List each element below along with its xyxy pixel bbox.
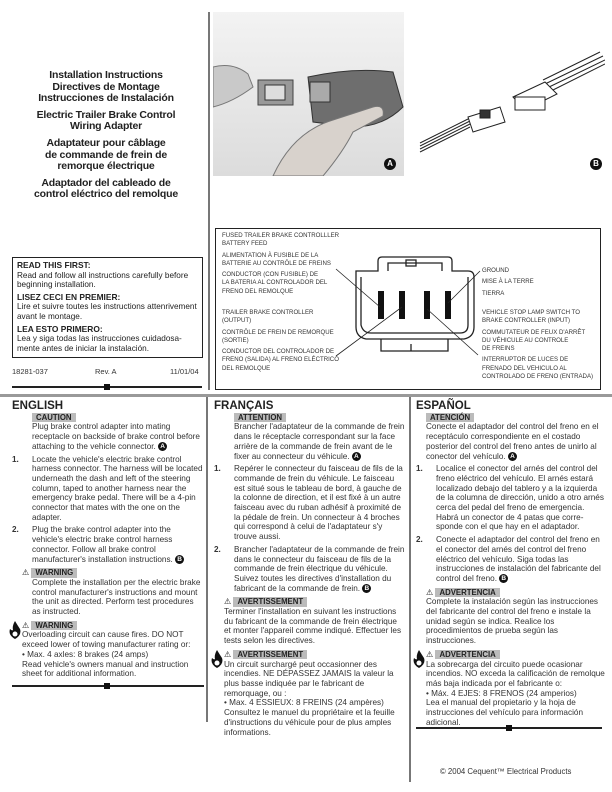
read-first-text: Lire et suivre toutes les instructions attenrivement avant le montage. xyxy=(17,302,197,321)
warning-icon: ⚠ xyxy=(22,568,30,578)
rating-text: • Máx. 4 EJES: 8 FRENOS (24 amperios) xyxy=(426,688,577,698)
warning-text: Overloading circuit can cause fires. DO NOT exceed lower of towing manufacturer rating or: xyxy=(22,630,191,650)
figure-b-ref: B xyxy=(175,555,184,564)
figure-a-ref: A xyxy=(508,452,517,461)
warning-text: Lea el manual del propietario y la hoja de instrucciones del vehículo para información adicional. xyxy=(426,698,584,727)
figure-b-ref: B xyxy=(362,584,371,593)
figure-a-label: A xyxy=(384,158,396,170)
warning-label: ADVERTENCIA xyxy=(435,588,499,598)
date: 11/01/04 xyxy=(170,367,199,376)
fire-hazard-icon xyxy=(413,650,425,668)
label-ground: GROUND MISE À LA TERRE TIERRA xyxy=(482,267,534,297)
step-text: Repérer le connecteur du faisceau de fils de la commande de frein du véhicule. Le faisceau est situé sous le tableau de bord, à gauche de la colonne de direction, et il est fixé à un autre faisceau avec du ruban adhésif à proximité de la pédale de frein. Un connecteur à 4 broches qui correspond à celui de l'adaptateur s'y trouve aussi. xyxy=(234,464,403,542)
warning-text: Complete la instalación según las instrucciones del fabricante del control del freno e instale la unidad según se indica. Realice los procedimientos de prueba según las instrucciones. xyxy=(426,597,599,646)
step-number: 1. xyxy=(214,464,221,474)
fire-hazard-icon xyxy=(211,650,223,668)
title-line: Directives de Montage xyxy=(52,80,160,93)
warning-text: Complete the installation per the electric brake control manufacturer's instructions and mount the unit as directed. Perform test procedures as instructed. xyxy=(32,577,201,617)
product-title-es: control eléctrico del remolque xyxy=(34,188,178,201)
figure-connector-drawing xyxy=(415,12,605,176)
warning-label: ADVERTENCIA xyxy=(435,650,499,660)
warning-icon: ⚠ xyxy=(224,649,232,659)
revision: Rev. A xyxy=(95,367,117,376)
column-divider xyxy=(409,397,411,782)
photo-adapter-plugging xyxy=(213,12,404,176)
warning-text: Consultez le manuel du propriétaire et la feuille d'instructions du véhicule pour de plus amples informations. xyxy=(224,708,395,737)
step-text: Localice el conector del arnés del control del freno eléctrico del vehículo. El arnés estará localizado debajo del tablero y a la izquierda de la columna de dirección, unido a otro arnés cerca del pedal del freno de emergencia. Habrá un conector de 4 patas que corre-sponde con el que hay en el adaptador. xyxy=(436,464,604,532)
step-text: Locate the vehicle's electric brake control harness connector. The harness will be located underneath the dash and left of the steering column, taped to another harness near the emergency brake pedal. There will be a 4-pin connector that mates with the one on the adapter. xyxy=(32,454,203,522)
rating-text: • Max. 4 axles: 8 brakes (24 amps) xyxy=(22,649,149,659)
caution-text: Conecte el adaptador del control del freno en el receptáculo correspondiente en el costado posterior del control del freno antes de unirlo al conector del vehículo. xyxy=(426,422,599,461)
copyright: © 2004 Cequent™ Electrical Products xyxy=(440,767,572,776)
read-first-text: Read and follow all instructions carefully before beginning installation. xyxy=(17,270,189,290)
section-heading: ENGLISH xyxy=(12,400,64,412)
step-text: Brancher l'adaptateur de la commande de frein dans le connecteur du faisceau de fils de la commande de frein électrique du véhicule. Suivez toutes les directives d'installation du fabricant de la commande de frein. xyxy=(234,544,405,593)
read-first-heading: LISEZ CECI EN PREMIER: xyxy=(17,291,121,302)
figure-a-ref: A xyxy=(352,452,361,461)
caution-label: CAUTION xyxy=(32,413,76,423)
label-stop-lamp-input: VEHICLE STOP LAMP SWITCH TO BRAKE CONTROLLER (INPUT) COMMUTATEUR DE FEUX D'ARRÊT DU VÉHICULE AU CONTROLE DE FREINS INTERRUPTOR DE LUCES DE FRENADO DEL VEHICULO AL CONTROLADO DE FRENO (ENTRADA) xyxy=(482,309,594,381)
column-divider xyxy=(206,397,208,722)
product-title-fr: Adaptateur pour câblage xyxy=(46,136,166,149)
read-first-heading: LEA ESTO PRIMERO: xyxy=(17,323,103,334)
step-text: Conecte el adaptador del control del freno en el conector del arnés del control del freno eléctrico del vehículo. Siga todas las instrucciones de instalación del fabricante del control del freno. xyxy=(436,535,601,583)
warning-label: AVERTISSEMENT xyxy=(233,597,307,607)
english-section xyxy=(12,402,204,687)
step-number: 2. xyxy=(12,525,19,535)
french-section xyxy=(214,402,406,737)
product-title-en: Electric Trailer Brake Control xyxy=(36,108,176,121)
part-number: 18281-037 xyxy=(12,367,48,376)
label-battery-feed: FUSED TRAILER BRAKE CONTROLLLER BATTERY FEED ALIMENTATION À FUSIBLE DE LA BATTERIE AU CONTRÔLE DE FREINS CONDUCTOR (CON FUSIBLE) DE LA BATERIA AL CONTROLADOR DEL FRENO DEL REMOLQUE xyxy=(222,232,340,295)
caution-label: ATTENTION xyxy=(234,413,286,423)
spanish-section xyxy=(416,402,606,728)
title-line: Instrucciones de Instalación xyxy=(38,92,174,105)
label-output: TRAILER BRAKE CONTROLLER (OUTPUT) CONTRÔLE DE FREIN DE REMORQUE (SORTIE) CONDUCTOR DEL CONTROLADOR DE FRENO (SALIDA) AL FRENO ELÉCTRICO DEL REMOLQUE xyxy=(222,309,339,372)
header-rule xyxy=(0,394,612,397)
warning-icon: ⚠ xyxy=(224,597,232,607)
connector-drawing xyxy=(216,229,602,391)
section-rule xyxy=(12,685,204,687)
product-title-fr: remorque électrique xyxy=(57,160,155,173)
step-number: 2. xyxy=(214,544,221,554)
warning-text: Terminer l'installation en suivant les instructions du fabricant de la commande de frein électrique et monter l'appareil comme indiqué. Effectuer les tests selon les directives. xyxy=(224,607,402,646)
warning-icon: ⚠ xyxy=(22,620,30,630)
warning-icon: ⚠ xyxy=(426,587,434,597)
step-number: 1. xyxy=(416,464,423,474)
warning-icon: ⚠ xyxy=(426,649,434,659)
product-title-es: Adaptador del cableado de xyxy=(41,176,171,189)
caution-text: Brancher l'adaptateur de la commande de frein dans le réceptacle correspondant sur la face arrière de la commande de frein avant de le fixer au connecteur du véhicule. xyxy=(234,422,405,461)
rating-text: • Max. 4 ESSIEUX: 8 FREINS (24 ampères) xyxy=(224,698,384,708)
section-heading: FRANÇAIS xyxy=(214,400,274,412)
product-title-en: Wiring Adapter xyxy=(70,120,142,133)
title-block xyxy=(8,70,204,206)
read-first-text: Lea y siga todas las instrucciones cuidadosa-mente antes de iniciar la instalación. xyxy=(17,334,182,353)
warning-label: WARNING xyxy=(31,621,77,631)
warning-label: WARNING xyxy=(31,568,77,578)
product-title-fr: de commande de frein de xyxy=(44,148,167,161)
section-heading: ESPAÑOL xyxy=(416,400,471,412)
warning-label: AVERTISSEMENT xyxy=(233,650,307,660)
figure-a-ref: A xyxy=(158,442,167,451)
title-line: Installation Instructions xyxy=(49,69,163,81)
column-divider xyxy=(208,12,210,390)
pinout-diagram xyxy=(215,228,601,390)
read-first-box xyxy=(12,257,203,358)
warning-text: La sobrecarga del circuito puede ocasionar incendios. NO exceda la calificación de remolque más baja indicada por el fabricante o: xyxy=(426,659,605,688)
caution-label: ATENCIÓN xyxy=(426,413,474,423)
warning-text: Read vehicle's owners manual and instruction sheet for additional information. xyxy=(22,659,189,679)
section-rule xyxy=(12,386,202,388)
figure-b-ref: B xyxy=(499,574,508,583)
step-number: 1. xyxy=(12,454,19,464)
section-rule xyxy=(416,727,602,729)
step-text: Plug the brake control adapter into the vehicle's electric brake control harness connector. Follow all brake control manufacturer's installation instructions. xyxy=(32,525,173,564)
read-first-heading: READ THIS FIRST: xyxy=(17,260,91,270)
figure-b-label: B xyxy=(590,158,602,170)
warning-text: Un circuit surchargé peut occasionner des incendies. NE DÉPASSEZ JAMAIS la valeur la plus basse indiquée par le fabricant de remorquage, ou : xyxy=(224,659,394,698)
fire-hazard-icon xyxy=(9,621,21,639)
step-number: 2. xyxy=(416,535,423,545)
caution-text: Plug brake control adapter into mating receptacle on backside of brake control before attaching to the vehicle connector. xyxy=(32,422,200,451)
